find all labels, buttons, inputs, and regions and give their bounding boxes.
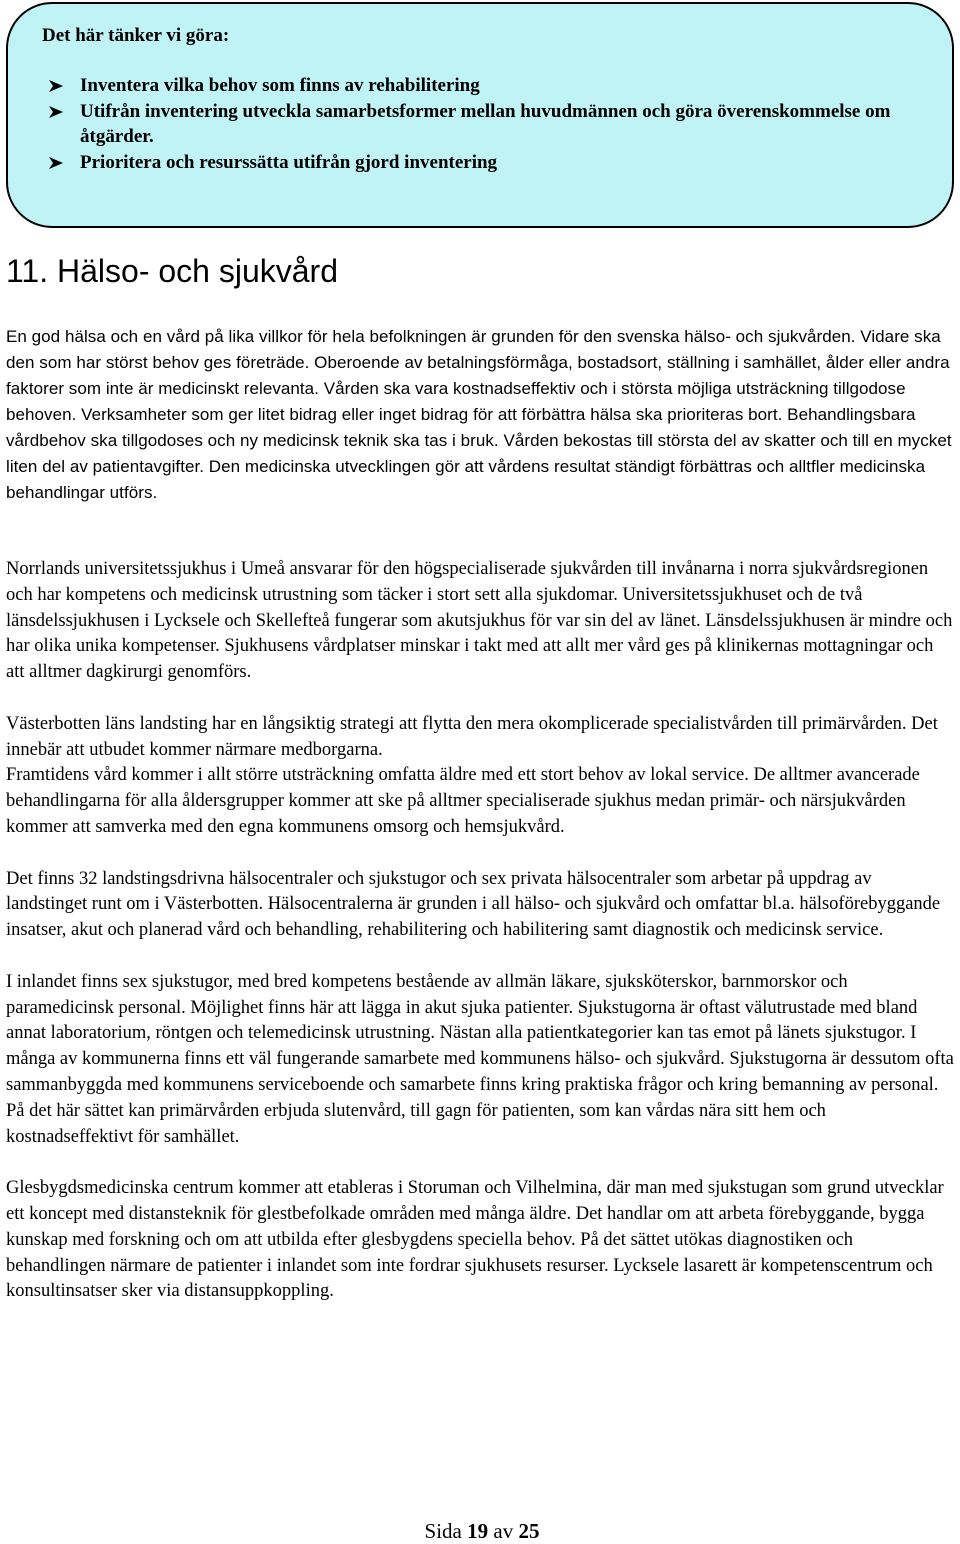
callout-title: Det här tänker vi göra:: [42, 25, 230, 46]
body-paragraph: Norrlands universitetssjukhus i Umeå ansvarar för den högspecialiserade sjukvården till invånarna i norra sjukvårdsregionen och har kompetens och medicinsk utrustning som täcker i stort sett alla sjukdomar. Universitetssjukhuset och de två länsdelssjukhusen i Lycksele och Skellefteå fungerar som akutsjukhus för var sin del av länet. Länsdelssjukhusen är mindre och har olika unika kompetenser. Sjukhusens vårdplatser minskar i takt med att allt mer vård ges på klinikernas mottagningar och att alltmer dagkirurgi genomförs.: [6, 559, 953, 683]
page-label: Sida: [424, 1519, 462, 1543]
callout-list-item: [42, 150, 918, 176]
callout-list-item: [42, 73, 918, 99]
body-paragraph: I inlandet finns sex sjukstugor, med bred kompetens bestående av allmän läkare, sjuksköterskor, barnmorskor och paramedicinsk personal. Möjlighet finns här att lägga in akut sjuka patienter. Sjukstugorna är oftast välutrustade med bland annat laboratorium, röntgen och telemedicinsk utrustning. Nästan alla patientkategorier kan tas emot på länets sjukstugor. I många av kommunerna finns ett väl fungerande samarbete med kommunens hälso- och sjukvård. Sjukstugorna är dessutom ofta sammanbyggda med kommunens serviceboende och samarbete finns kring praktiska frågor och kring bemanning av personal. På det här sättet kan primärvården erbjuda slutenvård, till gagn för patienten, som kan vårdas nära sitt hem och kostnadseffektivt för samhället.: [6, 971, 954, 1147]
callout-item-text: Utifrån inventering utveckla samarbetsformer mellan huvudmännen och göra överenskommelse om åtgärder.: [80, 100, 891, 147]
action-callout-box: [6, 2, 954, 228]
callout-list: [42, 73, 918, 175]
section-intro-paragraph: En god hälsa och en vård på lika villkor för hela befolkningen är grunden för den svenska hälso- och sjukvården. Vidare ska den som har störst behov ges företräde. Oberoende av betalningsförmåga, bostadsort, ställning i samhället, ålder eller andra faktorer som inte är medicinskt relevanta. Vården ska vara kostnadseffektiv och i största möjliga utsträckning tillgodose behoven. Verksamheter som ger litet bidrag eller inget bidrag för att förbättra hälsa ska prioriteras bort. Behandlingsbara vårdbehov ska tillgodoses och ny medicinsk teknik ska tas i bruk. Vården bekostas till största del av skatter och till en mycket liten del av patientavgifter. Den medicinska utvecklingen gör att vårdens resultat ständigt förbättras och alltfler medicinska behandlingar utförs.: [6, 327, 952, 502]
body-paragraph: Framtidens vård kommer i allt större utsträckning omfatta äldre med ett stort behov av lokal service. De alltmer avancerade behandlingarna för alla åldersgrupper kommer att ske på alltmer specialiserade sjukhus medan primär- och närsjukvården kommer att samverka med den egna kommunens omsorg och hemsjukvård.: [6, 765, 920, 837]
arrow-right-icon: [48, 79, 64, 93]
section-body: [6, 557, 956, 1305]
page-separator: av: [493, 1519, 514, 1543]
body-paragraph: Glesbygdsmedicinska centrum kommer att etableras i Storuman och Vilhelmina, där man med sjukstugan som grund utvecklar ett koncept med distansteknik för glestbefolkade områden med många äldre. Det handlar om att arbeta förebyggande, bygga kunskap med forskning och om att utbilda efter glesbygdens speciella behov. På det sättet utökas diagnostiken och behandlingen närmare de patienter i inlandet som inte fordrar sjukhusets resurser. Lycksele lasarett är kompetenscentrum och konsultinsatser sker via distansuppkoppling.: [6, 1178, 944, 1302]
callout-item-text: Inventera vilka behov som finns av rehabilitering: [80, 75, 480, 96]
section-heading: 11. Hälso- och sjukvård: [6, 253, 338, 289]
arrow-right-icon: [48, 105, 64, 119]
total-page-count: 25: [518, 1519, 540, 1543]
page-number-footer: [0, 1518, 960, 1544]
callout-item-text: Prioritera och resurssätta utifrån gjord inventering: [80, 151, 498, 173]
callout-list-item: [42, 99, 918, 150]
current-page-number: 19: [467, 1519, 489, 1543]
arrow-right-icon: [48, 156, 64, 170]
body-paragraph: Det finns 32 landstingsdrivna hälsocentraler och sjukstugor och sex privata hälsocentraler som arbetar på uppdrag av landstinget runt om i Västerbotten. Hälsocentralerna är grunden i all hälso- och sjukvård och omfattar bl.a. hälsoförebyggande insatser, akut och planerad vård och behandling, rehabilitering och habilitering samt diagnostik och medicinsk service.: [6, 868, 941, 941]
body-paragraph: Västerbotten läns landsting har en långsiktig strategi att flytta den mera okomplicerade specialistvården till primärvården. Det innebär att utbudet kommer närmare medborgarna.: [6, 713, 938, 760]
